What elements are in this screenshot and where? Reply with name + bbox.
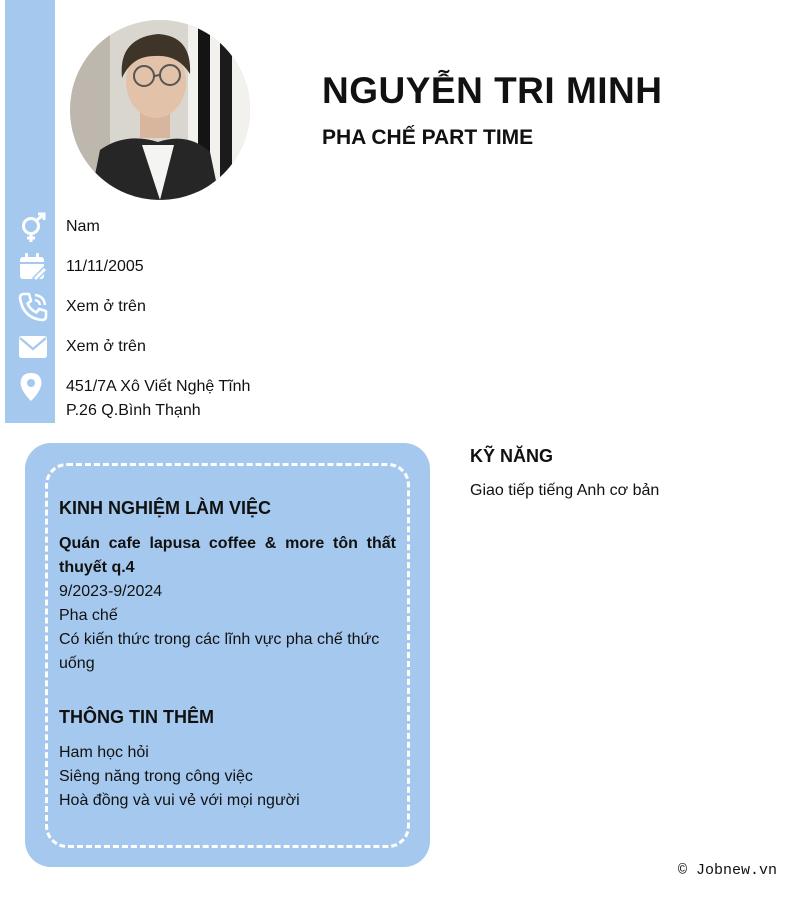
experience-position: Pha chế [59,607,118,624]
additional-item: Siêng năng trong công việc [59,768,253,785]
experience-period: 9/2023-9/2024 [59,583,163,600]
footer-credit: © Jobnew.vn [677,862,777,879]
skills-text: Giao tiếp tiếng Anh cơ bản [470,482,660,499]
address-line-2: P.26 Q.Bình Thạnh [66,402,201,419]
location-icon [17,371,49,403]
job-title: PHA CHẾ PART TIME [322,126,534,149]
email-value: Xem ở trên [66,338,146,355]
additional-info-title: THÔNG TIN THÊM [59,707,214,727]
address-value [66,375,250,423]
address-line-1: 451/7A Xô Viết Nghệ Tĩnh [66,378,251,395]
mail-icon [17,331,49,363]
calendar-icon [17,251,49,283]
experience-card [25,443,430,867]
phone-icon [17,291,49,323]
additional-item: Hoà đồng và vui vẻ với mọi người [59,792,300,809]
birthday-value: 11/11/2005 [66,258,144,275]
additional-item: Ham học hỏi [59,744,149,761]
gender-icon [17,211,49,243]
profile-photo-illustration [70,20,250,200]
candidate-name: NGUYỄN TRI MINH [322,70,663,111]
profile-photo [70,20,250,200]
experience-company: Quán cafe lapusa coffee & more tôn thất thuyết q.4 [59,535,396,576]
skills-title: KỸ NĂNG [470,446,554,466]
experience-title: KINH NGHIỆM LÀM VIỆC [59,498,272,518]
phone-value: Xem ở trên [66,298,146,315]
gender-value: Nam [66,218,100,235]
experience-description: Có kiến thức trong các lĩnh vực pha chế thức uống [59,631,380,672]
